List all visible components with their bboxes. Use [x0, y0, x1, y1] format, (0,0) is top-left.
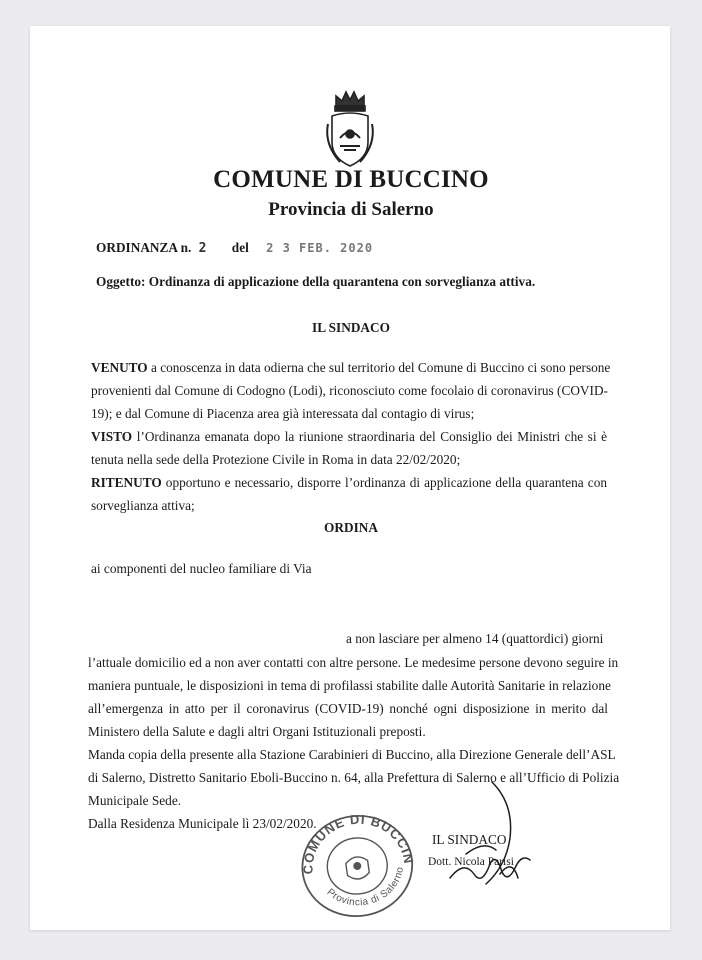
date-stamp: 2 3 FEB. 2020: [266, 241, 374, 255]
ai-componenti-line: ai componenti del nucleo familiare di Via: [91, 561, 312, 576]
signature-name: Dott. Nicola Parisi: [428, 856, 514, 868]
visto-line-2: tenuta nella sede della Protezione Civile in Roma in data 22/02/2020;: [91, 452, 461, 467]
place-date-line: Dalla Residenza Municipale lì 23/02/2020.: [88, 816, 317, 831]
venuto-text-1: a conoscenza in data odierna che sul territorio del Comune di Buccino ci sono persone: [147, 360, 611, 375]
signature-title: IL SINDACO: [432, 832, 507, 847]
manda-line-2: di Salerno, Distretto Sanitario Eboli-Buccino n. 64, alla Prefettura di Salerno e all’Ufficio di Polizia: [88, 770, 620, 785]
venuto-line-1: [91, 360, 611, 376]
manda-line-1: Manda copia della presente alla Stazione Carabinieri di Buccino, alla Direzione Generale dell’ASL: [88, 747, 616, 762]
municipality-title: COMUNE DI BUCCINO: [213, 166, 489, 193]
seal-bottom-text: Provincia di Salerno: [324, 865, 407, 909]
coat-of-arms-icon: [318, 88, 382, 172]
visto-keyword: VISTO: [91, 429, 133, 444]
ritenuto-line-1: [91, 475, 607, 491]
svg-text:Provincia di Salerno: [322, 865, 411, 914]
manda-line-3: Municipale Sede.: [88, 793, 182, 808]
ritenuto-line-2: sorveglianza attiva;: [91, 498, 195, 513]
ordinanza-label: ORDINANZA n.: [96, 240, 192, 255]
seal-top-text: COMUNE DI BUCCINO: [300, 811, 417, 875]
mayor-heading: IL SINDACO: [312, 320, 390, 335]
venuto-line-3: 19); e dal Comune di Piacenza area già interessata dal contagio di virus;: [91, 406, 475, 421]
province-subtitle: Provincia di Salerno: [268, 199, 434, 220]
del-label: del: [231, 240, 249, 255]
ordinanza-number-line: [96, 240, 373, 256]
handwritten-signature: [430, 780, 540, 900]
ritenuto-text-1: opportuno e necessario, disporre l’ordinanza di applicazione della quarantena con: [161, 475, 607, 490]
visto-text-1: l’Ordinanza emanata dopo la riunione straordinaria del Consiglio dei Ministri che si è: [132, 429, 607, 444]
ordinanza-number: 2: [198, 241, 207, 256]
ordina-heading: ORDINA: [324, 520, 378, 535]
order-line-2: l’attuale domicilio ed a non aver contatti con altre persone. Le medesime persone devono seguire in: [88, 655, 619, 670]
ritenuto-keyword: RITENUTO: [91, 475, 162, 490]
subject-line: Oggetto: Ordinanza di applicazione della quarantena con sorveglianza attiva.: [96, 274, 536, 289]
order-line-4: all’emergenza in atto per il coronavirus (COVID-19) nonché ogni disposizione in merito dal: [88, 701, 608, 716]
order-line-3: maniera puntuale, le disposizioni in tema di profilassi stabilite dalle Autorità Sanitarie in relazione: [88, 678, 611, 693]
municipal-seal-stamp: [294, 808, 420, 920]
venuto-line-2: provenienti dal Comune di Codogno (Lodi), riconosciuto come focolaio di coronavirus (COVID-: [91, 383, 608, 398]
order-line-1: a non lasciare per almeno 14 (quattordici) giorni: [346, 631, 604, 646]
venuto-keyword: VENUTO: [91, 360, 148, 375]
visto-line-1: [91, 429, 607, 445]
order-line-5: Ministero della Salute e dagli altri Organi Istituzionali preposti.: [88, 724, 426, 739]
